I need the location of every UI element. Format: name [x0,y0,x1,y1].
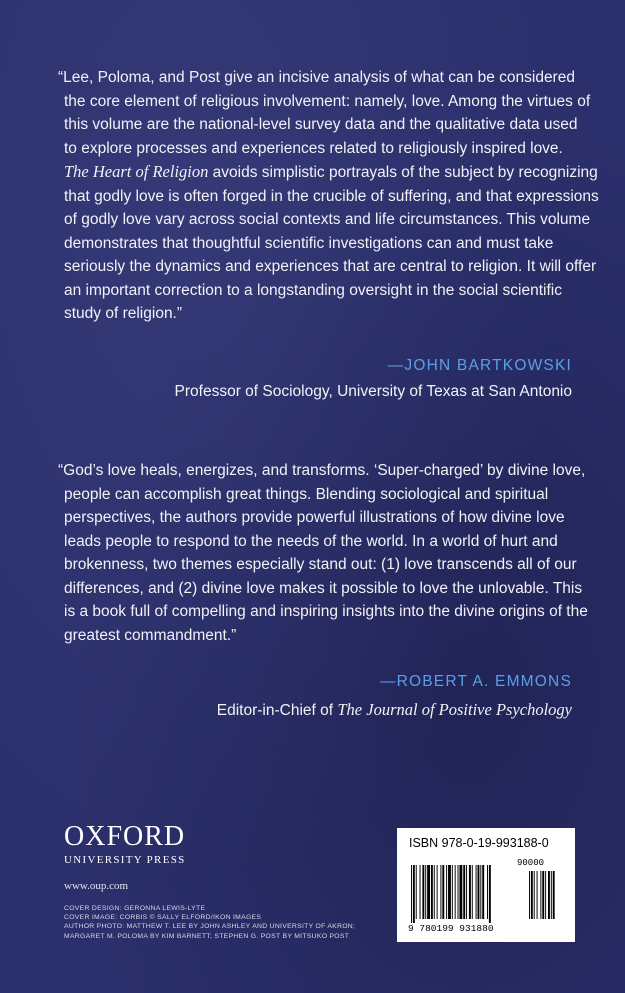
endorsement-quote-bartkowski [58,66,599,326]
quote-affiliation: Professor of Sociology, University of Texas at San Antonio [174,383,572,400]
quote-line-rest: avoids simplistic portrayals of the subject by recognizing [208,164,598,181]
ean-digits: 9 780199 931880 [408,923,494,934]
quote-line: brokenness, two themes especially stand out: (1) love transcends all of our [64,556,577,573]
quote-line: of godly love vary across social contexts and life circumstances. This volume [64,211,591,228]
publisher-name: OXFORD [64,821,186,852]
price-code: 90000 [517,858,545,868]
quote-line: leads people to respond to the needs of the world. In a world of hurt and [64,532,558,550]
cover-credits [64,904,364,941]
credit-line: COVER DESIGN: GERONNA LEWIS-LYTE [64,905,206,912]
credit-line: AUTHOR PHOTO: MATTHEW T. LEE BY JOHN ASHLEY AND UNIVERSITY OF AKRON; [64,923,356,931]
publisher-url: www.oup.com [64,880,129,892]
affiliation-prefix: Editor-in-Chief of [216,702,338,719]
quote-affiliation [217,700,572,720]
publisher-logo [64,823,186,866]
credit-line: MARGARET M. POLOMA BY KIM BARNETT; STEPHEN G. POST BY MITSUKO POST [64,932,350,940]
quote-line: “Lee, Poloma, and Post give an incisive analysis of what can be considered [58,69,575,86]
quote-line: the core element of religious involvement: namely, love. Among the virtues of [64,92,591,110]
quote-line: is a book full of compelling and inspiring insights into the divine origins of the [64,603,588,620]
quote-line: an important correction to a longstanding oversight in the social scientific [64,281,562,299]
quote-line: “God’s love heals, energizes, and transforms. ‘Super-charged’ by divine love, [58,462,586,479]
quote-attribution: —ROBERT A. EMMONS [379,673,572,690]
quote-line: perspectives, the authors provide powerful illustrations of how divine love [64,509,565,526]
quote-line: seriously the dynamics and experiences that are central to religion. It will offer [64,258,597,275]
isbn-number: ISBN 978-0-19-993188-0 [409,836,549,850]
book-title: The Heart of Religion [64,162,209,181]
quote-line: people can accomplish great things. Blending sociological and spiritual [64,485,549,503]
credit-line: COVER IMAGE: CORBIS © SALLY ELFORD/IKON IMAGES [64,914,262,922]
isbn-barcode [397,828,575,942]
endorsement-quote-emmons [58,459,588,647]
journal-title: The Journal of Positive Psychology [337,700,572,719]
quote-attribution: —JOHN BARTKOWSKI [387,357,572,374]
quote-line: study of religion.” [64,305,183,322]
publisher-press: UNIVERSITY PRESS [64,854,186,866]
quote-line: differences, and (2) divine love makes it possible to love the unlovable. This [64,579,583,597]
quote-line: that godly love is often forged in the crucible of suffering, and that expressions [64,187,599,205]
barcode-bars [411,865,561,925]
quote-line-with-title [64,160,598,185]
quote-line: greatest commandment.” [64,626,237,644]
quote-line: this volume are the national-level survey data and the qualitative data used [64,116,578,133]
quote-line: demonstrates that thoughtful scientific investigations can and must take [64,234,554,252]
quote-line: to explore processes and experiences related to religiously inspired love. [64,139,563,157]
